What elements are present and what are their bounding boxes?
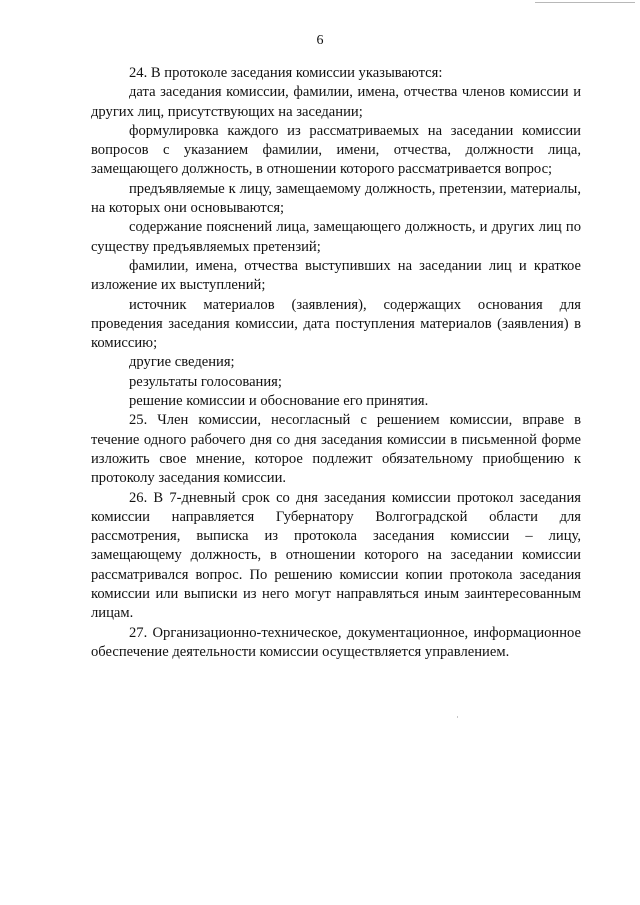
paragraph-item-claims: предъявляемые к лицу, замещаемому должность, претензии, материалы, на которых они основываются;	[91, 180, 581, 217]
scan-speck	[457, 716, 458, 718]
paragraph-27: 27. Организационно-техническое, документационное, информационное обеспечение деятельности комиссии осуществляется управлением.	[91, 624, 581, 660]
paragraph-26: 26. В 7-дневный срок со дня заседания комиссии протокол заседания комиссии направляется Губернатору Волгоградской области для рассмотрения, выписка из протокола заседания комиссии – лицу, замещающему должность, в отношении которого на заседании комиссии рассматривался вопрос. По решению комиссии копии протокола заседания комиссии или выписки из него могут направляться иным заинтересованным лицам.	[91, 489, 581, 622]
paragraph-item-voting: результаты голосования;	[129, 373, 282, 390]
paragraph-item-decision: решение комиссии и обоснование его принятия.	[129, 393, 429, 410]
paragraph-item-explanations: содержание пояснений лица, замещающего должность, и других лиц по существу предъявляемых претензий;	[91, 219, 581, 255]
top-edge-rule	[535, 2, 635, 3]
page-number: 6	[316, 33, 324, 48]
paragraph-item-questions: формулировка каждого из рассматриваемых на заседании комиссии вопросов с указанием фамилии, имени, отчества, должности лица, замещающего должность, в отношении которого рассматривается вопрос;	[91, 122, 581, 178]
paragraph-item-date: дата заседания комиссии, фамилии, имена, отчества членов комиссии и других лиц, присутствующих на заседании;	[91, 84, 581, 120]
paragraph-item-other: другие сведения;	[129, 354, 235, 371]
paragraph-item-sources: источник материалов (заявления), содержащих основания для проведения заседания комиссии, дата поступления материалов (заявления) в комиссию;	[91, 296, 581, 352]
document-body	[91, 64, 581, 662]
paragraph-25: 25. Член комиссии, несогласный с решением комиссии, вправе в течение одного рабочего дня со дня заседания комиссии в письменной форме изложить свое мнение, которое подлежит обязательному приобщению к протоколу заседания комиссии.	[91, 412, 581, 487]
paragraph-24-heading: 24. В протоколе заседания комиссии указываются:	[129, 65, 443, 81]
paragraph-item-speakers: фамилии, имена, отчества выступивших на заседании лиц и краткое изложение их выступлений;	[91, 257, 581, 294]
